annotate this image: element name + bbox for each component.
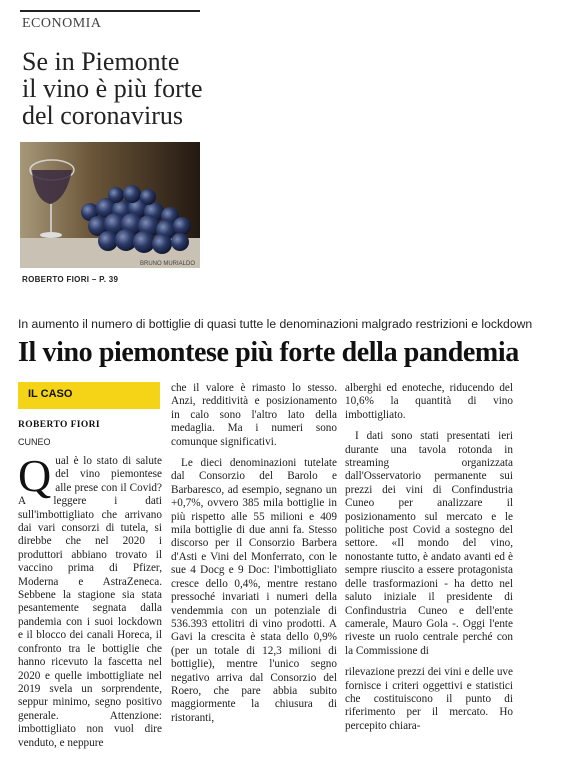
- grapes-illustration: [20, 142, 200, 268]
- teaser-headline[interactable]: [22, 48, 282, 129]
- column-1-text: ual è lo stato di salute del vino piemontese alle prese con il Covid? A leggere i dati sull'imbottigliato che arrivano dai vari consorzi di tutela, si direbbe che nel 2020 i produttori abbiano trovato il vaccino prima di Pfizer, Moderna e AstraZeneca. Sebbene la stagione sia stata pesantemente segnata dalla pandemia con i suoi lockdown e il blocco dei canali Horeca, il confronto tra le bottiglie che hanno ricevuto la fascetta nel 2020 e quelle imbottigliate nel 2019 svela un sorprendente, seppur minimo, segno positivo generale. Attenzione: imbottigliato non vuol dire venduto, e neppure: [18, 455, 162, 749]
- rubric-box: [18, 382, 160, 409]
- teaser-byline: ROBERTO FIORI – P. 39: [22, 275, 119, 284]
- teaser-headline-line-3: del coronavirus: [22, 101, 184, 130]
- teaser-headline-line-1: Se in Piemonte: [22, 47, 180, 76]
- article-column-1: [18, 450, 162, 750]
- column-3-paragraph-2: I dati sono stati presentati ieri durante una tavola rotonda in streaming organizzata dall'Osservatorio permanente sui prezzi dei vini di Confindustria Cuneo per analizzare il posizionamento sul mercato e le politiche post Covid a sostegno del settore. «Il mondo del vino, nonostante tutto, è andato avanti ed è sempre riuscito a essere protagonista delle trasformazioni - ha detto nel saluto iniziale il presidente di Confindustria Cuneo e dell'ente camerale, Mauro Gola -. Oggi l'ente riveste un ruolo centrale perché con la Commissione di: [345, 430, 513, 657]
- article-headline[interactable]: Il vino piemontese più forte della pandemia: [18, 337, 519, 368]
- article-column-2: [171, 382, 337, 725]
- column-2-paragraph-1: che il valore è rimasto lo stesso. Anzi, redditività e posizionamento in calo sono l'altro lato della medaglia. Ma i numeri sono comunque significativi.: [171, 382, 337, 448]
- teaser-section-label: ECONOMIA: [22, 16, 102, 31]
- article-subhead: In aumento il numero di bottiglie di quasi tutte le denominazioni malgrado restrizioni e lockdown: [18, 317, 533, 331]
- teaser-headline-line-2: il vino è più forte: [22, 74, 203, 103]
- article-dateline: CUNEO: [18, 437, 51, 447]
- article-column-3: [345, 382, 513, 733]
- drop-cap: Q: [18, 450, 52, 501]
- top-rule: [20, 10, 200, 12]
- photo-credit: BRUNO MURIALDO: [140, 261, 196, 267]
- article-author: ROBERTO FIORI: [18, 420, 101, 430]
- column-3-paragraph-3: rilevazione prezzi dei vini e delle uve fornisce i criteri oggettivi e statistici che costituiscono il punto di riferimento per il mercato. Ho percepito chiara-: [345, 666, 513, 732]
- column-3-paragraph-1: alberghi ed enoteche, riducendo del 10,6% la quantità di vino imbottigliato.: [345, 382, 513, 421]
- rubric-label: IL CASO: [28, 388, 73, 400]
- wine-glass-photo: [20, 142, 200, 268]
- column-2-paragraph-2: Le dieci denominazioni tutelate dal Consorzio del Barolo e Barbaresco, ad esempio, segnano un +0,7%, ovvero 385 mila bottiglie in più rispetto alle 55 milioni e 409 mila bottiglie di due anni fa. Stesso discorso per il Consorzio Barbera d'Asti e Vini del Monferrato, con le sue 4 Docg e 9 Doc: l'imbottigliato cresce dello 0,4%, mentre restano pressoché invariati i numeri della vendemmia con un potenziale di 536.393 ettolitri di vino prodotti. A Gavi la crescita è stata dello 0,9% (per un totale di 12,3 milioni di bottiglie), mentre l'unico segno negativo arriva dal Consorzio del Roero, che pare abbia subito maggiormente la chiusura di ristoranti,: [171, 457, 337, 724]
